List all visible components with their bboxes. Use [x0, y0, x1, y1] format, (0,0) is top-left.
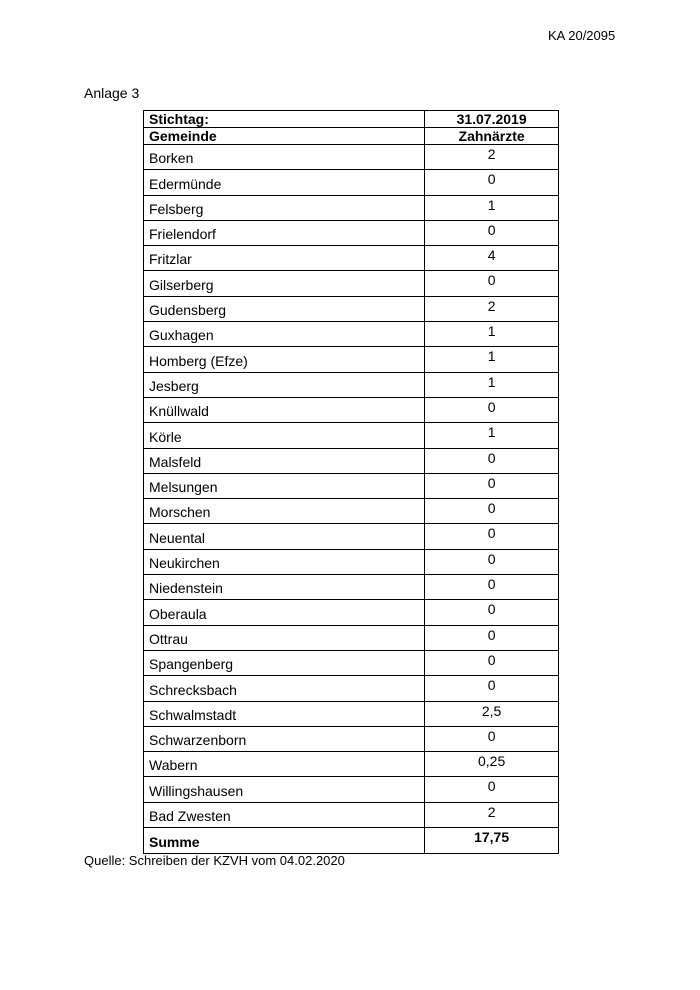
gemeinde-cell: Neukirchen: [144, 549, 425, 574]
zahnaerzte-cell: 0: [425, 271, 559, 296]
table-row: [144, 423, 559, 448]
zahnaerzte-cell: 0: [425, 676, 559, 701]
table-row: [144, 246, 559, 271]
sum-row: [144, 828, 559, 854]
table-row: [144, 524, 559, 549]
zahnaerzte-cell: 0: [425, 777, 559, 802]
zahnaerzte-cell: 0: [425, 524, 559, 549]
attachment-title: Anlage 3: [84, 85, 140, 101]
table-row: [144, 802, 559, 827]
table-row: [144, 195, 559, 220]
zahnaerzte-cell: 0: [425, 448, 559, 473]
gemeinde-cell: Edermünde: [144, 170, 425, 195]
gemeinde-cell: Willingshausen: [144, 777, 425, 802]
gemeinde-cell: Schwalmstadt: [144, 701, 425, 726]
dentists-table: [143, 110, 559, 854]
table-row: [144, 752, 559, 777]
zahnaerzte-cell: 0: [425, 650, 559, 675]
zahnaerzte-cell: 0: [425, 625, 559, 650]
zahnaerzte-cell: 1: [425, 322, 559, 347]
gemeinde-cell: Felsberg: [144, 195, 425, 220]
table-header-row: [144, 111, 559, 128]
column-header-zahnaerzte: Zahnärzte: [425, 128, 559, 145]
gemeinde-cell: Oberaula: [144, 600, 425, 625]
table-row: [144, 575, 559, 600]
table-row: [144, 271, 559, 296]
gemeinde-cell: Malsfeld: [144, 448, 425, 473]
table-row: [144, 600, 559, 625]
zahnaerzte-cell: 1: [425, 372, 559, 397]
source-note: Quelle: Schreiben der KZVH vom 04.02.2020: [84, 853, 345, 868]
table-row: [144, 170, 559, 195]
zahnaerzte-cell: 0: [425, 170, 559, 195]
table-row: [144, 625, 559, 650]
table-row: [144, 397, 559, 422]
zahnaerzte-cell: 0: [425, 600, 559, 625]
zahnaerzte-cell: 2: [425, 145, 559, 170]
gemeinde-cell: Ottrau: [144, 625, 425, 650]
zahnaerzte-cell: 0: [425, 473, 559, 498]
table-row: [144, 220, 559, 245]
table-row: [144, 145, 559, 170]
gemeinde-cell: Schwarzenborn: [144, 726, 425, 751]
gemeinde-cell: Jesberg: [144, 372, 425, 397]
gemeinde-cell: Wabern: [144, 752, 425, 777]
zahnaerzte-cell: 1: [425, 423, 559, 448]
gemeinde-cell: Schrecksbach: [144, 676, 425, 701]
stichtag-value: 31.07.2019: [425, 111, 559, 128]
zahnaerzte-cell: 0,25: [425, 752, 559, 777]
zahnaerzte-cell: 1: [425, 195, 559, 220]
table-row: [144, 549, 559, 574]
gemeinde-cell: Melsungen: [144, 473, 425, 498]
zahnaerzte-cell: 0: [425, 499, 559, 524]
sum-value: 17,75: [425, 828, 559, 854]
table-row: [144, 448, 559, 473]
table-row: [144, 777, 559, 802]
gemeinde-cell: Morschen: [144, 499, 425, 524]
zahnaerzte-cell: 1: [425, 347, 559, 372]
column-header-gemeinde: Gemeinde: [144, 128, 425, 145]
gemeinde-cell: Körle: [144, 423, 425, 448]
table-row: [144, 473, 559, 498]
zahnaerzte-cell: 0: [425, 397, 559, 422]
zahnaerzte-cell: 0: [425, 726, 559, 751]
zahnaerzte-cell: 2,5: [425, 701, 559, 726]
zahnaerzte-cell: 0: [425, 575, 559, 600]
document-reference: KA 20/2095: [548, 28, 616, 43]
gemeinde-cell: Guxhagen: [144, 322, 425, 347]
gemeinde-cell: Borken: [144, 145, 425, 170]
gemeinde-cell: Bad Zwesten: [144, 802, 425, 827]
zahnaerzte-cell: 2: [425, 802, 559, 827]
gemeinde-cell: Neuental: [144, 524, 425, 549]
zahnaerzte-cell: 0: [425, 220, 559, 245]
zahnaerzte-cell: 4: [425, 246, 559, 271]
table-row: [144, 650, 559, 675]
table-row: [144, 499, 559, 524]
gemeinde-cell: Knüllwald: [144, 397, 425, 422]
gemeinde-cell: Frielendorf: [144, 220, 425, 245]
table-row: [144, 347, 559, 372]
gemeinde-cell: Spangenberg: [144, 650, 425, 675]
column-header-row: [144, 128, 559, 145]
table-row: [144, 322, 559, 347]
table-row: [144, 372, 559, 397]
gemeinde-cell: Homberg (Efze): [144, 347, 425, 372]
table-row: [144, 296, 559, 321]
gemeinde-cell: Niedenstein: [144, 575, 425, 600]
stichtag-label: Stichtag:: [144, 111, 425, 128]
zahnaerzte-cell: 0: [425, 549, 559, 574]
sum-label: Summe: [144, 828, 425, 854]
table-row: [144, 726, 559, 751]
gemeinde-cell: Gudensberg: [144, 296, 425, 321]
table-row: [144, 676, 559, 701]
gemeinde-cell: Gilserberg: [144, 271, 425, 296]
table-row: [144, 701, 559, 726]
gemeinde-cell: Fritzlar: [144, 246, 425, 271]
zahnaerzte-cell: 2: [425, 296, 559, 321]
